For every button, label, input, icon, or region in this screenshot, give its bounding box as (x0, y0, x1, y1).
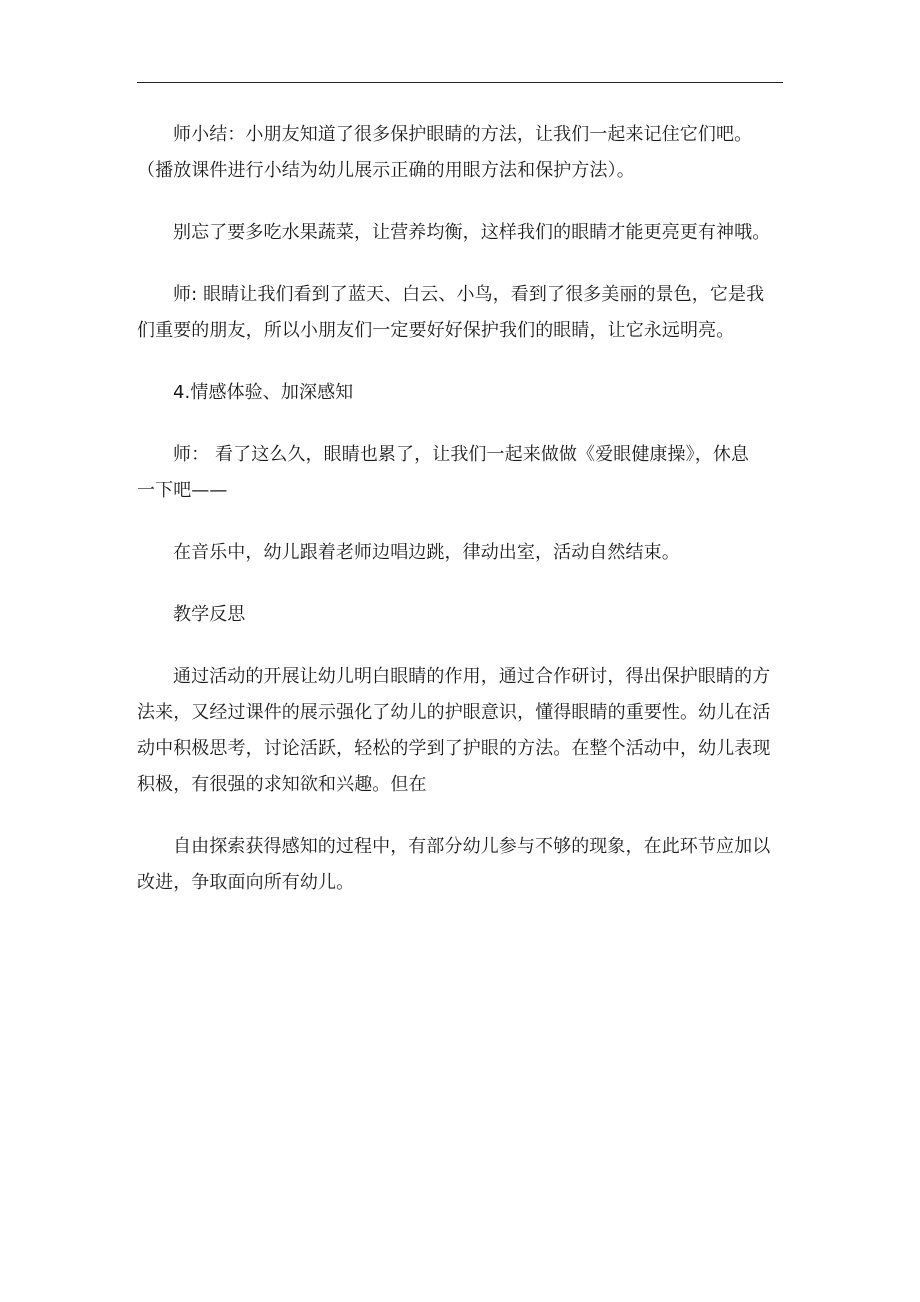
text-line: 师小结：小朋友知道了很多保护眼睛的方法，让我们一起来记住它们吧。 (173, 124, 753, 145)
text-line: 积极，有很强的求知欲和兴趣。但在 (137, 774, 427, 795)
text-line: 师： 看了这么久，眼睛也累了，让我们一起来做做《爱眼健康操》，休息 (173, 444, 750, 465)
section-heading-reflection (137, 597, 783, 633)
header-rule (137, 82, 783, 83)
text-line: 自由探索获得感知的过程中，有部分幼儿参与不够的现象，在此环节应加以 (173, 836, 771, 857)
text-line: 4.情感体验、加深感知 (173, 382, 354, 403)
paragraph-exercise (137, 437, 783, 509)
paragraph-reflection-1 (137, 659, 783, 803)
text-line: 一下吧—— (137, 480, 228, 501)
text-line: 师: 眼睛让我们看到了蓝天、白云、小鸟，看到了很多美丽的景色，它是我 (173, 284, 765, 305)
paragraph-friend (137, 277, 783, 349)
text-line: 们重要的朋友，所以小朋友们一定要好好保护我们的眼睛，让它永远明亮。 (137, 320, 735, 341)
paragraph-reflection-2 (137, 829, 783, 901)
paragraph-music (137, 535, 783, 571)
text-line: 教学反思 (173, 604, 246, 625)
paragraph-diet (137, 215, 783, 251)
text-line: 改进，争取面向所有幼儿。 (137, 872, 355, 893)
text-line: （播放课件进行小结为幼儿展示正确的用眼方法和保护方法）。 (137, 160, 635, 181)
text-line: 通过活动的开展让幼儿明白眼睛的作用，通过合作研讨，得出保护眼睛的方 (173, 666, 771, 687)
section-heading-4 (137, 375, 783, 411)
text-line: 在音乐中，幼儿跟着老师边唱边跳，律动出室，活动自然结束。 (173, 542, 680, 563)
paragraph-summary (137, 117, 783, 189)
text-line: 别忘了要多吃水果蔬菜，让营养均衡，这样我们的眼睛才能更亮更有神哦。 (173, 222, 771, 243)
document-body (137, 117, 783, 927)
text-line: 动中积极思考，讨论活跃，轻松的学到了护眼的方法。在整个活动中，幼儿表现 (137, 738, 771, 759)
text-line: 法来，又经过课件的展示强化了幼儿的护眼意识，懂得眼睛的重要性。幼儿在活 (137, 702, 771, 723)
